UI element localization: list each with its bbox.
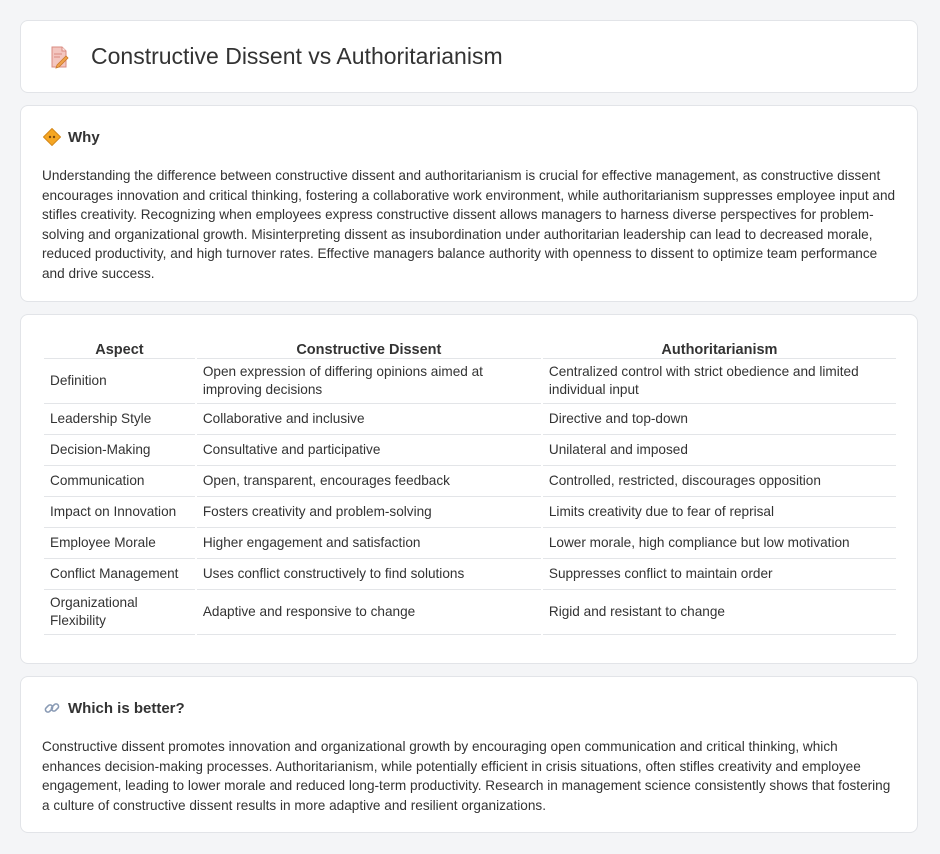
cell-aspect: Definition <box>44 359 195 404</box>
cell-aspect: Organizational Flexibility <box>44 590 195 635</box>
cell-dissent: Uses conflict constructively to find solutions <box>197 559 541 590</box>
cell-authoritarian: Rigid and resistant to change <box>543 590 896 635</box>
why-card <box>20 105 918 302</box>
cell-dissent: Higher engagement and satisfaction <box>197 528 541 559</box>
table-row <box>44 559 896 590</box>
table-row <box>44 435 896 466</box>
cell-dissent: Collaborative and inclusive <box>197 404 541 435</box>
better-header <box>43 699 185 717</box>
cell-authoritarian: Lower morale, high compliance but low motivation <box>543 528 896 559</box>
title-card <box>20 20 918 93</box>
document-pencil-icon <box>47 45 71 69</box>
comparison-card <box>20 314 918 664</box>
cell-dissent: Fosters creativity and problem-solving <box>197 497 541 528</box>
table-row <box>44 404 896 435</box>
comparison-table <box>42 335 898 635</box>
cell-dissent: Open, transparent, encourages feedback <box>197 466 541 497</box>
why-header <box>43 128 100 146</box>
better-heading: Which is better? <box>68 699 185 717</box>
why-heading: Why <box>68 128 100 146</box>
better-text: Constructive dissent promotes innovation and organizational growth by encouraging open communication and critical thinking, which enhances decision-making processes. Authoritarianism, while potentially efficient in crisis situations, often stifles creativity and employee engagement, leading to lower morale and reduced long-term productivity. Research in management science consistently shows that fostering a culture of constructive dissent results in more adaptive and resilient organizations. <box>42 739 891 813</box>
diamond-sign-icon <box>43 128 61 146</box>
which-better-card <box>20 676 918 833</box>
table-header-row <box>44 335 896 359</box>
cell-aspect: Employee Morale <box>44 528 195 559</box>
cell-aspect: Conflict Management <box>44 559 195 590</box>
table-row <box>44 528 896 559</box>
header-constructive-dissent: Constructive Dissent <box>197 335 541 359</box>
cell-aspect: Decision-Making <box>44 435 195 466</box>
table-row <box>44 466 896 497</box>
cell-dissent: Open expression of differing opinions aimed at improving decisions <box>197 359 541 404</box>
cell-authoritarian: Suppresses conflict to maintain order <box>543 559 896 590</box>
table-row <box>44 359 896 404</box>
cell-dissent: Adaptive and responsive to change <box>197 590 541 635</box>
page-title: Constructive Dissent vs Authoritarianism <box>91 43 503 69</box>
header-aspect: Aspect <box>44 335 195 359</box>
cell-authoritarian: Limits creativity due to fear of reprisal <box>543 497 896 528</box>
cell-authoritarian: Controlled, restricted, discourages opposition <box>543 466 896 497</box>
cell-aspect: Communication <box>44 466 195 497</box>
cell-aspect: Impact on Innovation <box>44 497 195 528</box>
cell-authoritarian: Centralized control with strict obedience and limited individual input <box>543 359 896 404</box>
cell-authoritarian: Directive and top-down <box>543 404 896 435</box>
table-row <box>44 497 896 528</box>
cell-authoritarian: Unilateral and imposed <box>543 435 896 466</box>
cell-dissent: Consultative and participative <box>197 435 541 466</box>
table-row <box>44 590 896 635</box>
why-text: Understanding the difference between constructive dissent and authoritarianism is crucial for effective management, as constructive dissent encourages innovation and critical thinking, fostering a collaborative work environment, while authoritarianism suppresses employee input and stifles creativity. Recognizing when employees express constructive dissent allows managers to harness diverse perspectives for problem-solving and organizational growth. Misinterpreting dissent as insubordination under authoritarian leadership can lead to decreased morale, reduced productivity, and high turnover rates. Effective managers balance authority with openness to dissent to optimize team performance and drive success. <box>42 168 896 281</box>
header-authoritarianism: Authoritarianism <box>543 335 896 359</box>
link-icon <box>43 699 61 717</box>
cell-aspect: Leadership Style <box>44 404 195 435</box>
